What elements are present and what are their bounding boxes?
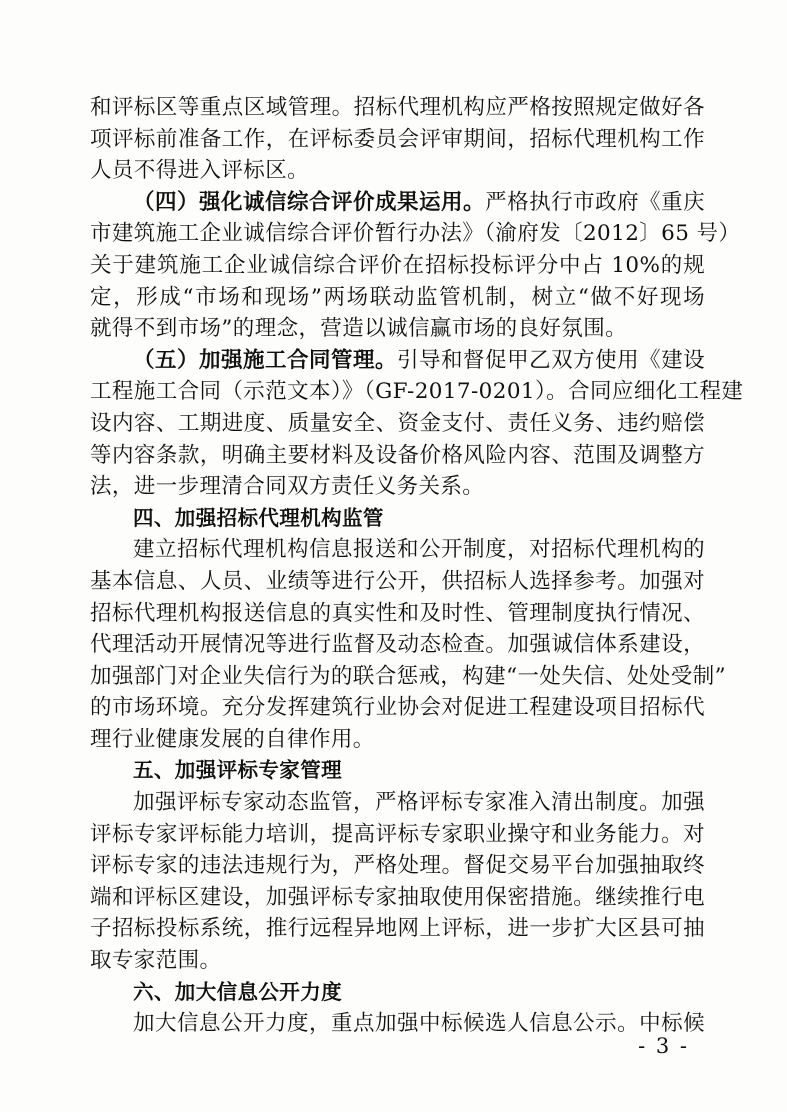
text-line: 取专家范围。	[90, 948, 222, 974]
text-line: 端和评标区建设，加强评标专家抽取使用保密措施。继续推行电	[90, 884, 705, 910]
text-line: 市建筑施工企业诚信综合评价暂行办法》（渝府发〔2012〕65 号）	[90, 221, 741, 247]
text-span: 严格执行市政府《重庆	[485, 189, 705, 215]
text-line: 评标专家的违法违规行为，严格处理。督促交易平台加强抽取终	[90, 853, 705, 879]
subsection-title: （四）强化诚信综合评价成果运用。	[133, 189, 486, 215]
subsection-title: （五）加强施工合同管理。	[133, 347, 398, 373]
text-line: 基本信息、人员、业绩等进行公开，供招标人选择参考。加强对	[90, 568, 705, 594]
text-line: 就得不到市场”的理念，营造以诚信赢市场的良好氛围。	[90, 316, 627, 342]
paragraph-expert-management	[90, 787, 705, 977]
page-number: - 3 -	[638, 1034, 689, 1058]
text-line: 关于建筑施工企业诚信综合评价在招标投标评分中占 10%的规	[90, 252, 705, 278]
text-line: 的市场环境。充分发挥建筑行业协会对促进工程建设项目招标代	[90, 695, 705, 721]
text-line: 等内容条款，明确主要材料及设备价格风险内容、范围及调整方	[90, 442, 705, 468]
section-heading: 五、加强评标专家管理	[133, 758, 342, 783]
text-line: 加大信息公开力度，重点加强中标候选人信息公示。中标候	[133, 1011, 705, 1037]
section-heading: 四、加强招标代理机构监管	[133, 505, 384, 530]
text-line: 工程施工合同（示范文本）》（GF-2017-0201）。合同应细化工程建	[90, 379, 744, 405]
paragraph-construction-contract	[90, 345, 744, 503]
text-line	[90, 187, 705, 219]
text-line: 建立招标代理机构信息报送和公开制度，对招标代理机构的	[133, 537, 705, 563]
text-line: 加强评标专家动态监管，严格评标专家准入清出制度。加强	[133, 790, 705, 816]
text-line: 和评标区等重点区域管理。招标代理机构应严格按照规定做好各	[90, 95, 705, 120]
text-line: 评标专家评标能力培训，提高评标专家职业操守和业务能力。对	[90, 821, 705, 847]
text-line: 招标代理机构报送信息的真实性和及时性、管理制度执行情况、	[90, 600, 705, 626]
text-line	[90, 345, 705, 377]
text-line: 子招标投标系统，推行远程异地网上评标，进一步扩大区县可抽	[90, 916, 705, 942]
section-heading: 六、加大信息公开力度	[133, 979, 342, 1004]
text-line: 加强部门对企业失信行为的联合惩戒，构建“一处失信、处处受制”	[90, 663, 726, 689]
text-span: 引导和督促甲乙双方使用《建设	[397, 347, 705, 373]
text-line: 法，进一步理清合同双方责任义务关系。	[90, 474, 485, 500]
text-line: 理行业健康发展的自律作用。	[90, 726, 375, 752]
text-line: 定，形成“市场和现场”两场联动监管机制，树立“做不好现场	[90, 284, 705, 310]
paragraph-agency-supervision	[90, 534, 726, 755]
paragraph-credit-evaluation	[90, 187, 741, 345]
text-line: 设内容、工期进度、质量安全、资金支付、责任义务、违约赔偿	[90, 410, 705, 436]
text-line: 项评标前准备工作，在评标委员会评审期间，招标代理机构工作	[90, 126, 705, 152]
text-line: 人员不得进入评标区。	[90, 158, 310, 184]
paragraph-evaluation-area	[90, 92, 705, 187]
paragraph-information-disclosure	[90, 1008, 705, 1040]
text-line: 代理活动开展情况等进行监督及动态检查。加强诚信体系建设，	[90, 632, 705, 658]
document-body	[90, 92, 744, 1040]
